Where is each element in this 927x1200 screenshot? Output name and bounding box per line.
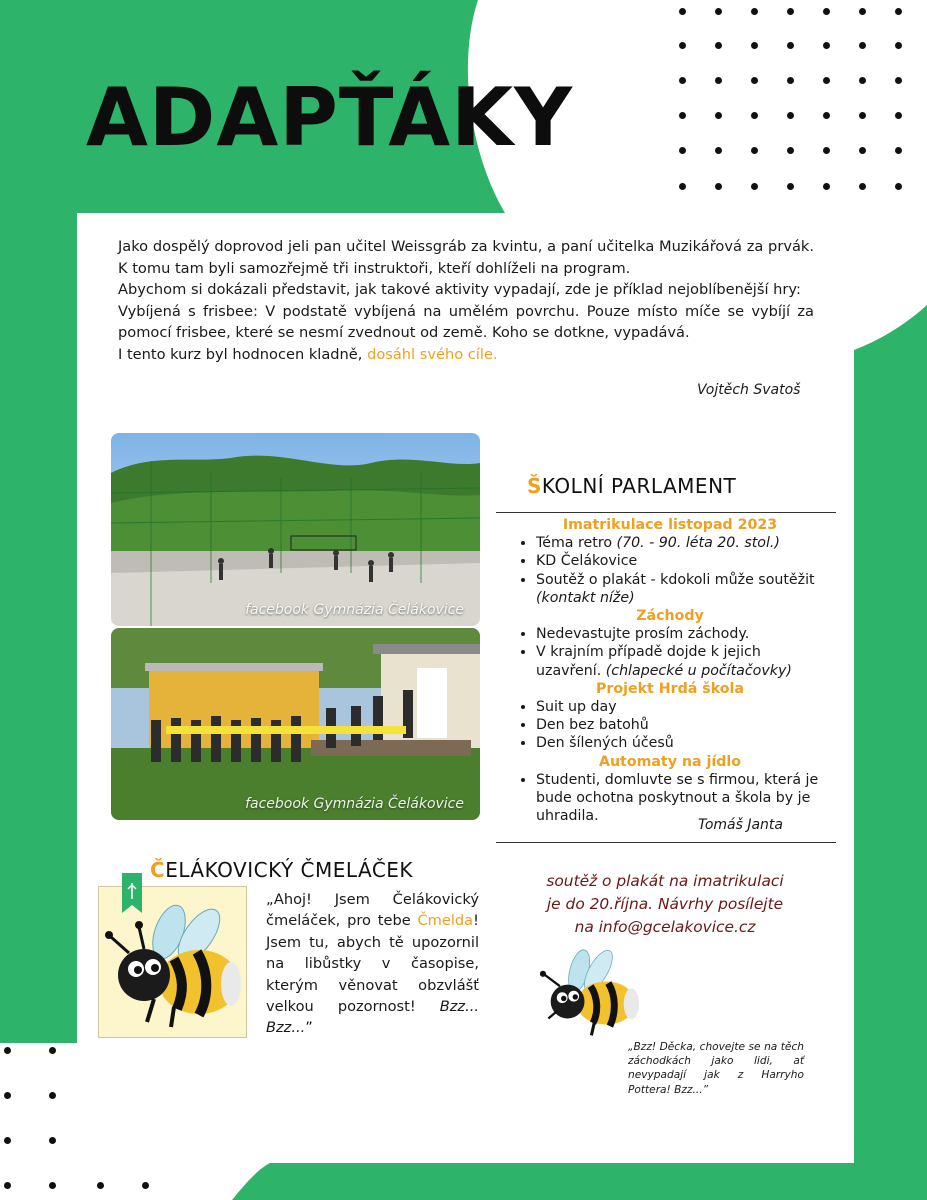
decor-dot [142,1182,149,1189]
decor-dot [895,147,902,154]
intro-accent-text: dosáhl svého cíle. [367,345,498,363]
decor-dot [679,77,686,84]
bookmark-icon [122,873,142,913]
decor-dot [49,1047,56,1054]
decor-dot [4,1047,11,1054]
decor-dot [4,1137,11,1144]
contest-line: na info@gcelakovice.cz [574,918,756,936]
list-item-text: Nedevastujte prosím záchody. [536,626,750,643]
list-item-text: Studenti, domluvte se s firmou, která je bude ochotna poskytnout a škola by je uhradila. [536,771,819,825]
decor-dot [787,8,794,15]
list-item-text: V krajním případě dojde k jejich uzavření. [536,644,761,679]
photo-group [111,628,480,820]
parliament-list [510,516,830,825]
decor-dot [895,77,902,84]
decor-dot [787,183,794,190]
decor-dot [787,77,794,84]
title-rest: ELÁKOVICKÝ ČMELÁČEK [165,858,414,882]
list-item-text: Den bez batohů [536,717,649,734]
parliament-section-list [510,698,830,753]
decor-dot [823,183,830,190]
list-item-note: (kontakt níže) [536,589,635,606]
list-item-text: Den šílených účesů [536,735,674,752]
intro-paragraph: Jako dospělý doprovod jeli pan učitel Weissgráb za kvintu, a paní učitelka Muzikářová za prvák. K tomu tam byli samozřejmě tři instruktoři, kteří dohlíželi na program. [118,238,814,277]
list-item-note: (chlapecké u počítačovky) [605,662,792,679]
decor-dot [715,8,722,15]
left-green-strip [0,213,77,1043]
article-author: Vojtěch Svatoš [697,382,801,398]
parliament-section-list [510,534,830,607]
decor-dot [823,8,830,15]
small-bee-icon [532,940,647,1040]
decor-dot [751,112,758,119]
decor-dot [859,112,866,119]
decor-dot [751,42,758,49]
decor-dot [49,1182,56,1189]
bee-text-buzz: Bzz... Bzz... [266,998,479,1037]
bee-card [98,886,247,1038]
list-item [536,716,830,734]
decor-dot [859,42,866,49]
decor-dot [97,1182,104,1189]
bumblebee-text [266,889,479,1039]
parliament-section-heading: Záchody [636,608,704,625]
photo-volleyball [111,433,480,626]
decor-dot [4,1092,11,1099]
list-item-text: KD Čelákovice [536,553,638,570]
page-title: ADAPŤÁKY [86,71,574,164]
decor-dot [823,147,830,154]
volleyball-photo-image [111,433,480,626]
decor-dot [823,112,830,119]
list-item-text: Suit up day [536,699,617,716]
decor-dot [49,1092,56,1099]
title-initial: Č [150,858,166,882]
photo-caption: facebook Gymnázia Čelákovice [245,796,464,812]
photo-caption: facebook Gymnázia Čelákovice [245,602,464,618]
list-item [536,698,830,716]
decor-dot [751,183,758,190]
decor-dot [895,42,902,49]
bee-text-part: ! Jsem tu, abych tě upozornil na libůstky v časopise, kterým věnovat obzvlášť velkou pozornost! [266,912,479,1016]
decor-dot [715,112,722,119]
parliament-section-heading: Automaty na jídlo [598,753,742,770]
decor-dot [679,42,686,49]
decor-dot [787,112,794,119]
parliament-section-heading: Projekt Hrdá škola [595,680,744,697]
decor-dot [715,42,722,49]
decor-dot [859,183,866,190]
list-item [536,534,830,552]
decor-dot [895,8,902,15]
decor-dot [823,77,830,84]
contest-line: soutěž o plakát na imatrikulaci [546,872,784,890]
decor-dot [4,1182,11,1189]
list-item-text: Téma retro [536,535,617,552]
divider [496,512,836,513]
decor-dot [859,147,866,154]
decor-dot [49,1137,56,1144]
parliament-author: Tomáš Janta [698,817,783,833]
list-item [536,552,830,570]
list-item [536,734,830,752]
decor-dot [679,112,686,119]
parliament-title [527,474,736,498]
contest-line: je do 20.října. Návrhy posílejte [546,895,784,913]
decor-dot [787,42,794,49]
list-item [536,625,830,643]
decor-dot [751,8,758,15]
decor-dot [679,8,686,15]
right-green-shape [854,305,927,1200]
decor-dot [751,77,758,84]
list-item-text: Soutěž o plakát - kdokoli může soutěžit [536,571,815,588]
decor-dot [715,77,722,84]
title-initial: Š [527,474,542,498]
bottom-green-shape [232,1163,927,1200]
decor-dot [679,183,686,190]
parliament-section-heading: Imatrikulace listopad 2023 [562,517,778,533]
decor-dot [787,147,794,154]
intro-paragraph: Vybíjená s frisbee: V podstatě vybíjená na umělém povrchu. Pouze místo míče se vybíjí za pomocí frisbee, které se nesmí zvednout od země. Koho se dotkne, vypadává. [118,302,814,341]
intro-paragraph: Abychom si dokázali představit, jak takové aktivity vypadají, zde je příklad nejoblíbenější hry: [118,281,801,298]
list-item [536,771,830,826]
decor-dot [859,77,866,84]
contest-notice [520,870,810,939]
decor-dot [679,147,686,154]
decor-dot [859,8,866,15]
list-item [536,643,830,679]
list-item-note: (70. - 90. léta 20. stol.) [616,535,780,552]
decor-dot [715,183,722,190]
group-photo-image [111,628,480,820]
decor-dot [823,42,830,49]
bee-quote: „Bzz! Děcka, chovejte se na těch záchodkách jako lidi, ať nevypadají jak z Harryho Pottera! Bzz...” [628,1041,804,1096]
intro-paragraph [118,344,814,366]
decor-dot [895,183,902,190]
title-rest: KOLNÍ PARLAMENT [541,474,737,498]
bee-name: Čmelda [417,912,474,930]
bee-text-part: „Ahoj! Jsem Čelákovický čmeláček, pro tebe [266,891,479,930]
parliament-section-list [510,625,830,680]
bee-text-part: ” [305,1019,313,1037]
bumblebee-title [150,858,413,882]
list-item [536,571,830,607]
intro-text: I tento kurz byl hodnocen kladně, [118,345,368,363]
decor-dot [715,147,722,154]
decor-dot [895,112,902,119]
decor-dot [751,147,758,154]
divider [496,842,836,843]
intro-article [118,236,814,365]
